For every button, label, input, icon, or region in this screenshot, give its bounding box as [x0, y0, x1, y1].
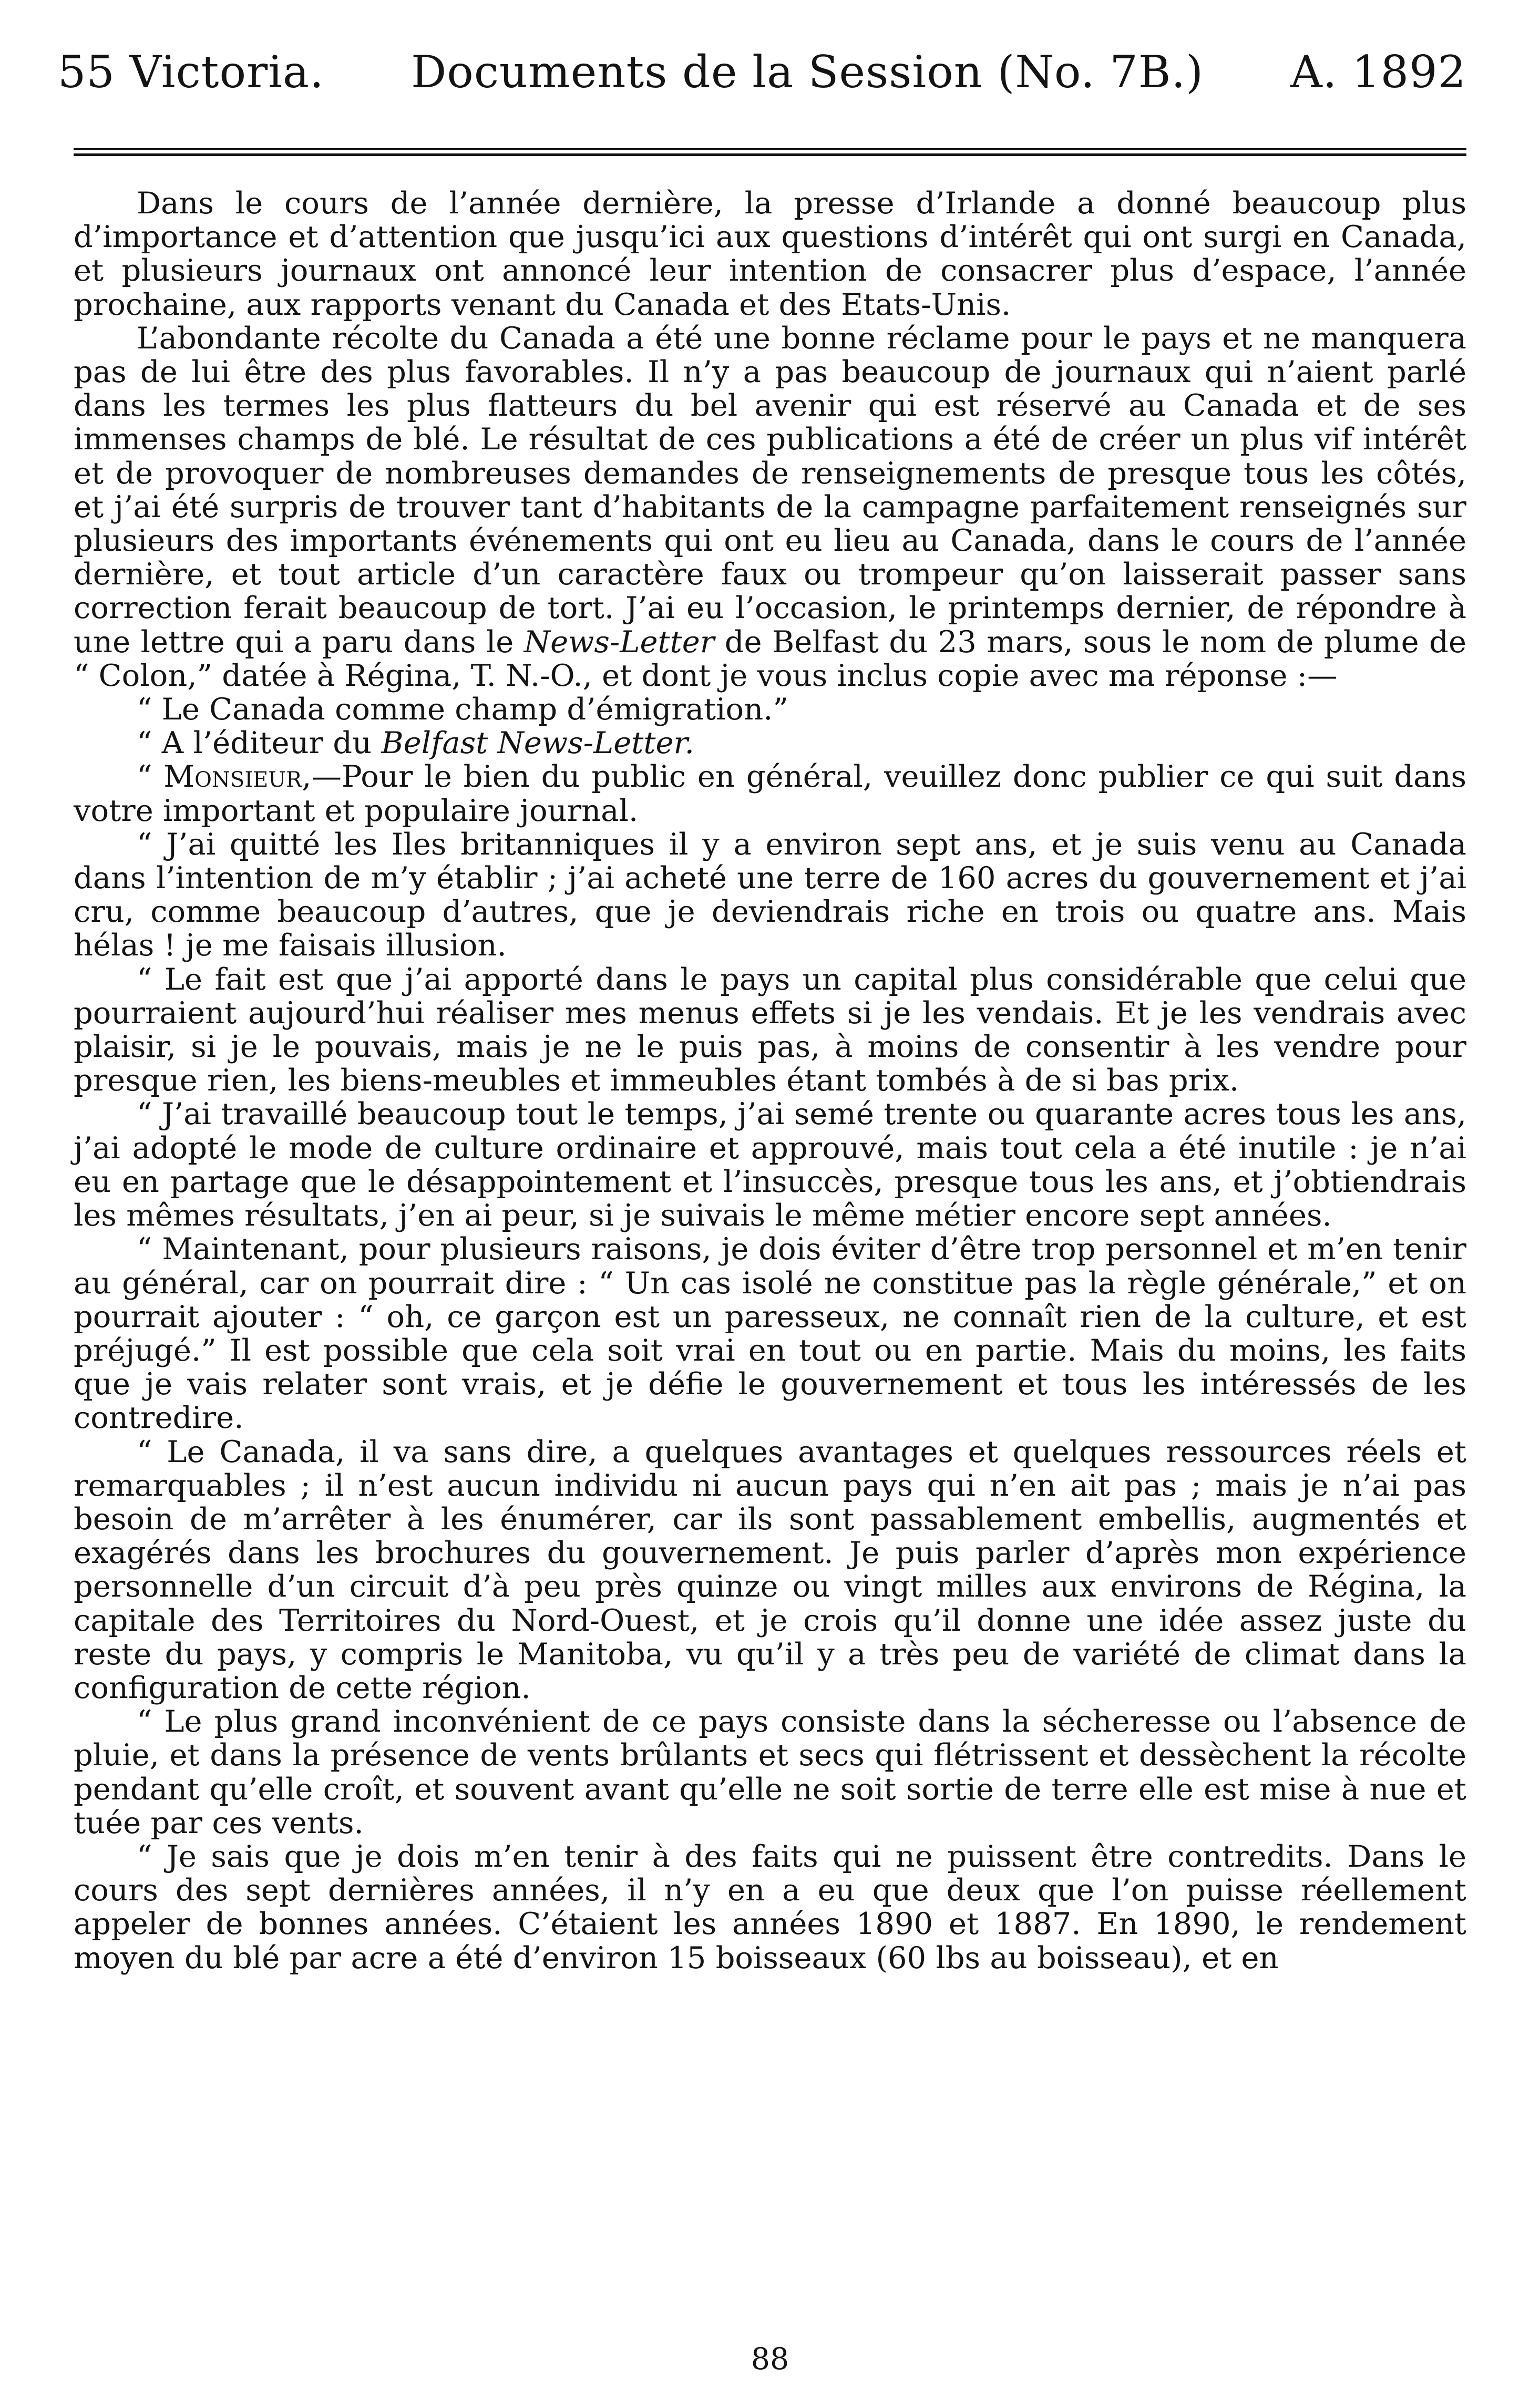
paragraph: “ J’ai quitté les Iles britanniques il y a environ sept ans, et je suis venu au Canada dans l’intention de m’y établir ; j’ai acheté une terre de 160 acres du gouvernement et j’ai cru, comme beaucoup d’autres, que je deviendrais riche en trois ou quatre ans. Mais hélas ! je me faisais illusion. — [74, 826, 1466, 963]
paragraph: “ Le Canada, il va sans dire, a quelques avantages et quelques ressources réels et remarquables ; il n’est aucun individu ni aucun pays qui n’en ait pas ; mais je n’ai pas besoin de m’arrêter à les énumérer, car ils sont passablement embellis, augmentés et exagérés dans les brochures du gouvernement. Je puis parler d’après mon expérience personnelle d’un circuit d’à peu près quinze ou vingt milles aux environs de Régina, la capitale des Territoires du Nord-Ouest, et je crois qu’il donne une idée assez juste du reste du pays, y compris le Manitoba, vu qu’il y a très peu de variété de climat dans la configuration de cette région. — [74, 1434, 1466, 1705]
paragraph: Dans le cours de l’année dernière, la presse d’Irlande a donné beaucoup plus d’importance et d’attention que jusqu’ici aux questions d’intérêt qui ont surgi en Canada, et plusieurs journaux ont annoncé leur intention de consacrer plus d’espace, l’année prochaine, aux rapports venant du Canada et des Etats-Unis. — [74, 186, 1466, 322]
paragraph: “ Le fait est que j’ai apporté dans le pays un capital plus considérable que celui que pourraient aujourd’hui réaliser mes menus effets si je les vendais. Et je les vendrais avec plaisir, si je le pouvais, mais je ne le puis pas, à moins de consentir à les vendre pour presque rien, les biens-meubles et immeubles étant tombés à de si bas prix. — [74, 961, 1466, 1098]
document-body — [74, 187, 1466, 1975]
letter-address: “ A l’éditeur du Belfast News-Letter. — [137, 725, 694, 761]
newspaper-title: Belfast News-Letter. — [381, 725, 694, 761]
page-number: 88 — [751, 2342, 789, 2376]
paragraph: “ Maintenant, pour plusieurs raisons, je dois éviter d’être trop personnel et m’en tenir au général, car on pourrait dire : “ Un cas isolé ne constitue pas la règle générale,” et on pourrait ajouter : “ oh, ce garçon est un paresseux, ne connaît rien de la culture, et est préjugé.” Il est possible que cela soit vrai en tout ou en partie. Mais du moins, les faits que je vais relater sont vrais, et je défie le gouvernement et tous les intéressés de les contredire. — [74, 1231, 1466, 1436]
paragraph: “ Monsieur,—Pour le bien du public en général, veuillez donc publier ce qui suit dans votre important et populaire journal. — [74, 759, 1466, 828]
newspaper-title: News-Letter — [523, 624, 715, 660]
header-double-rule — [74, 148, 1466, 156]
header-right: A. 1892 — [1290, 46, 1466, 98]
rule-thick — [74, 153, 1466, 156]
paragraph: “ Je sais que je dois m’en tenir à des faits qui ne puissent être contredits. Dans le cours des sept dernières années, il n’y en a eu que deux que l’on puisse réellement appeler de bonnes années. C’étaient les années 1890 et 1887. En 1890, le rendement moyen du blé par acre a été d’environ 15 boisseaux (60 lbs au boisseau), et en — [74, 1838, 1466, 1975]
running-header — [58, 46, 1466, 98]
letter-title: “ Le Canada comme champ d’émigration.” — [137, 692, 788, 727]
header-left: 55 Victoria. — [58, 46, 324, 98]
header-title: Documents de la Session (No. 7B.) — [410, 46, 1204, 98]
paragraph: “ Le plus grand inconvénient de ce pays consiste dans la sécheresse ou l’absence de pluie, et dans la présence de vents brûlants et secs qui flétrissent et dessèchent la récolte pendant qu’elle croît, et souvent avant qu’elle ne soit sortie de terre elle est mise à nue et tuée par ces vents. — [74, 1704, 1466, 1840]
paragraph: L’abondante récolte du Canada a été une bonne réclame pour le pays et ne manquera pas de lui être des plus favorables. Il n’y a pas beaucoup de journaux qui n’aient parlé dans les termes les plus flatteurs du bel avenir qui est réservé au Canada et de ses immenses champs de blé. Le résultat de ces publications a été de créer un plus vif intérêt et de provoquer de nombreuses demandes de renseignements de presque tous les côtés, et j’ai été surpris de trouver tant d’habitants de la campagne parfaitement renseignés sur plusieurs des importants événements qui ont eu lieu au Canada, dans le cours de l’année dernière, et tout article d’un caractère faux ou trompeur qu’on laisserait passer sans correction ferait beaucoup de tort. J’ai eu l’occasion, le printemps dernier, de répondre à une lettre qui a paru dans le News-Letter de Belfast du 23 mars, sous le nom de plume de “ Colon,” datée à Régina, T. N.-O., et dont je vous inclus copie avec ma réponse :— — [74, 320, 1466, 693]
rule-thin — [74, 148, 1466, 150]
salutation: “ Monsieur, — [137, 759, 312, 795]
paragraph: “ J’ai travaillé beaucoup tout le temps, j’ai semé trente ou quarante acres tous les ans, j’ai adopté le mode de culture ordinaire et approuvé, mais tout cela a été inutile : je n’ai eu en partage que le désappointement et l’insuccès, presque tous les ans, et j’obtiendrais les mêmes résultats, j’en ai peur, si je suivais le même métier encore sept années. — [74, 1096, 1466, 1233]
